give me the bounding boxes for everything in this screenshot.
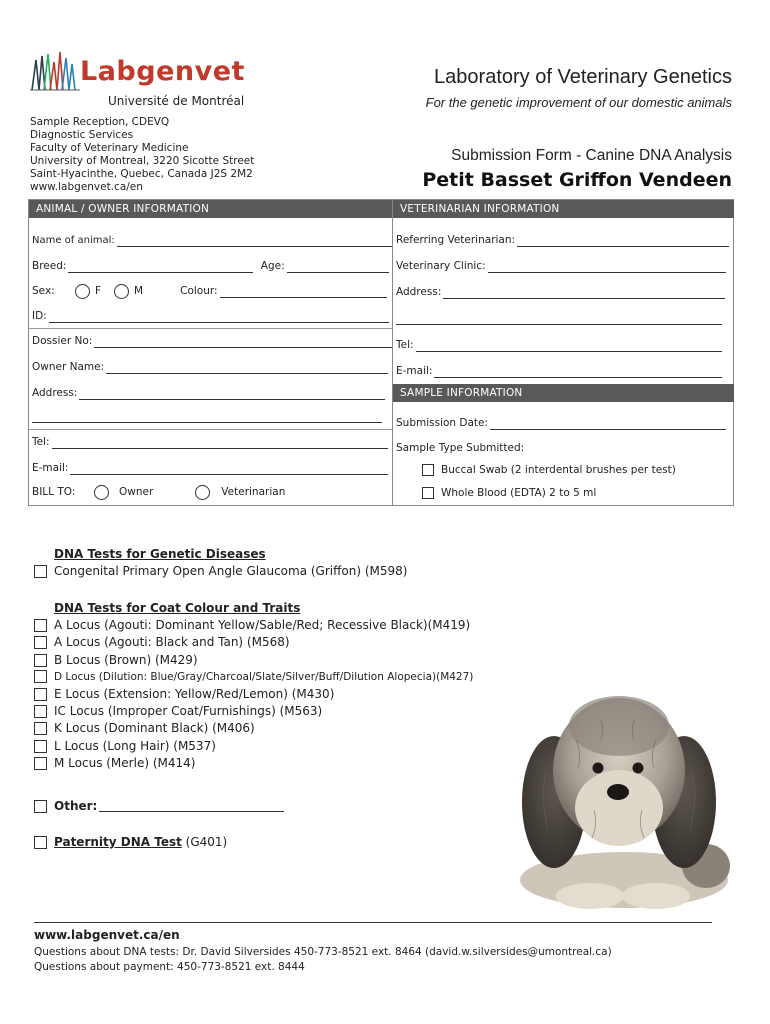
test-label: A Locus (Agouti: Black and Tan) (M568) <box>54 635 290 650</box>
colour-label: Colour: <box>180 285 218 297</box>
logo-university: Université de Montréal <box>108 94 245 108</box>
vet-email-label: E-mail: <box>396 365 433 377</box>
test-label: M Locus (Merle) (M414) <box>54 755 196 770</box>
sex-m-radio[interactable] <box>114 284 129 299</box>
coat-colour-section <box>34 600 473 772</box>
test-item <box>34 617 473 634</box>
genetic-diseases-heading: DNA Tests for Genetic Diseases <box>54 547 266 561</box>
sample-header: SAMPLE INFORMATION <box>393 384 734 402</box>
bill-owner-label: Owner <box>119 486 154 498</box>
vet-clinic-row <box>393 254 734 278</box>
veterinarian-header: VETERINARIAN INFORMATION <box>393 200 734 218</box>
test-item <box>34 738 473 755</box>
vet-address-label: Address: <box>396 286 442 298</box>
test-checkbox[interactable] <box>34 654 47 667</box>
vet-tel-row <box>393 333 734 357</box>
test-item <box>34 669 473 686</box>
test-checkbox[interactable] <box>34 757 47 770</box>
lab-title: Laboratory of Veterinary Genetics <box>434 66 732 88</box>
test-checkbox[interactable] <box>34 722 47 735</box>
owner-tel-row <box>29 430 392 454</box>
name-of-animal-row <box>29 228 392 252</box>
sample-type-row <box>393 436 734 460</box>
breed-label: Breed: <box>32 260 67 272</box>
submission-form-box <box>28 199 734 506</box>
dna-peaks-icon <box>30 50 82 96</box>
test-checkbox[interactable] <box>34 705 47 718</box>
submission-date-field[interactable] <box>490 416 726 430</box>
buccal-swab-row <box>393 458 734 482</box>
other-section <box>34 798 284 815</box>
sex-f-label: F <box>95 285 102 297</box>
address-line: Faculty of Veterinary Medicine <box>30 142 189 154</box>
vet-clinic-field[interactable] <box>488 259 726 273</box>
test-label: D Locus (Dilution: Blue/Gray/Charcoal/Slate/Silver/Buff/Dilution Alopecia)(M427) <box>54 670 474 683</box>
test-item <box>34 703 473 720</box>
test-item <box>34 720 473 737</box>
dossier-field[interactable] <box>94 334 392 348</box>
name-of-animal-label: Name of animal: <box>32 235 115 246</box>
genetic-diseases-section <box>34 546 407 580</box>
referring-vet-row <box>393 228 734 252</box>
other-field[interactable] <box>99 801 284 812</box>
owner-tel-label: Tel: <box>32 436 50 448</box>
lab-tagline: For the genetic improvement of our domestic animals <box>425 95 732 110</box>
test-item <box>34 634 473 651</box>
owner-tel-field[interactable] <box>52 435 388 449</box>
labgenvet-logo <box>30 48 250 110</box>
vet-clinic-label: Veterinary Clinic: <box>396 260 486 272</box>
vet-tel-field[interactable] <box>416 338 722 352</box>
owner-address-line2-row <box>29 404 392 428</box>
footer-dna-questions: Questions about DNA tests: Dr. David Silversides 450-773-8521 ext. 8464 (david.w.silversides@umontreal.ca) <box>34 946 612 958</box>
reception-address <box>30 116 254 194</box>
form-subtitle: Submission Form - Canine DNA Analysis <box>451 147 732 164</box>
whole-blood-row <box>393 481 734 505</box>
buccal-swab-checkbox[interactable] <box>422 464 434 476</box>
vet-address-line2-field[interactable] <box>396 311 722 325</box>
submission-date-label: Submission Date: <box>396 417 489 429</box>
address-line: Sample Reception, CDEVQ <box>30 116 170 128</box>
dossier-label: Dossier No: <box>32 335 93 347</box>
owner-email-row <box>29 456 392 480</box>
owner-address-label: Address: <box>32 387 78 399</box>
test-checkbox[interactable] <box>34 565 47 578</box>
sex-f-radio[interactable] <box>75 284 90 299</box>
paternity-section <box>34 834 227 851</box>
name-of-animal-field[interactable] <box>117 233 392 247</box>
footer-website-link[interactable]: www.labgenvet.ca/en <box>34 928 180 942</box>
id-field[interactable] <box>49 309 389 323</box>
test-label: Congenital Primary Open Angle Glaucoma (Griffon) (M598) <box>54 564 408 579</box>
animal-owner-header: ANIMAL / OWNER INFORMATION <box>29 200 392 218</box>
bill-to-row <box>29 480 392 504</box>
paternity-item <box>34 834 227 851</box>
id-row <box>29 304 392 328</box>
sex-colour-row <box>29 279 392 303</box>
test-checkbox[interactable] <box>34 670 47 683</box>
owner-address-row <box>29 381 392 405</box>
test-checkbox[interactable] <box>34 636 47 649</box>
test-checkbox[interactable] <box>34 688 47 701</box>
bill-vet-label: Veterinarian <box>221 486 286 498</box>
referring-vet-field[interactable] <box>517 233 729 247</box>
owner-email-field[interactable] <box>70 461 388 475</box>
test-label: L Locus (Long Hair) (M537) <box>54 738 216 753</box>
address-line: Saint-Hyacinthe, Quebec, Canada J2S 2M2 <box>30 168 253 180</box>
test-label: E Locus (Extension: Yellow/Red/Lemon) (M430) <box>54 686 335 701</box>
sample-type-label: Sample Type Submitted: <box>396 442 525 454</box>
address-website[interactable]: www.labgenvet.ca/en <box>30 181 143 193</box>
test-checkbox[interactable] <box>34 619 47 632</box>
test-item <box>34 755 473 772</box>
breed-age-row <box>29 254 392 278</box>
animal-owner-section <box>29 200 393 505</box>
owner-name-label: Owner Name: <box>32 361 105 373</box>
vet-address-row <box>393 280 734 304</box>
test-item <box>34 563 407 580</box>
whole-blood-label: Whole Blood (EDTA) 2 to 5 ml <box>441 487 597 499</box>
owner-email-label: E-mail: <box>32 462 69 474</box>
vet-email-field[interactable] <box>434 364 722 378</box>
footer-rule <box>34 922 712 923</box>
breed-field[interactable] <box>68 259 253 273</box>
other-item <box>34 798 284 815</box>
referring-vet-label: Referring Veterinarian: <box>396 234 516 246</box>
sex-label: Sex: <box>32 285 55 297</box>
sex-m-label: M <box>134 285 144 297</box>
test-label: IC Locus (Improper Coat/Furnishings) (M563) <box>54 704 323 719</box>
buccal-swab-label: Buccal Swab (2 interdental brushes per test) <box>441 464 676 476</box>
age-field[interactable] <box>287 259 389 273</box>
other-label: Other: <box>54 799 98 813</box>
whole-blood-checkbox[interactable] <box>422 487 434 499</box>
coat-colour-heading: DNA Tests for Coat Colour and Traits <box>54 601 301 615</box>
test-label: K Locus (Dominant Black) (M406) <box>54 721 255 736</box>
bill-to-label: BILL TO: <box>32 486 76 498</box>
logo-wordmark: Labgenvet <box>80 56 245 87</box>
paternity-checkbox[interactable] <box>34 836 47 849</box>
other-checkbox[interactable] <box>34 800 47 813</box>
footer <box>34 928 612 975</box>
form-title: Petit Basset Griffon Vendeen <box>422 169 732 191</box>
footer-payment-questions: Questions about payment: 450-773-8521 ext. 8444 <box>34 961 305 973</box>
griffon-dog-photo <box>506 690 736 912</box>
test-item <box>34 686 473 703</box>
vet-email-row <box>393 359 734 383</box>
bill-vet-radio[interactable] <box>195 485 210 500</box>
owner-address-field[interactable] <box>79 386 385 400</box>
owner-address-line2-field[interactable] <box>32 409 382 423</box>
vet-address-line2-row <box>393 306 734 330</box>
colour-field[interactable] <box>220 284 387 298</box>
address-line: Diagnostic Services <box>30 129 134 141</box>
address-line: University of Montreal, 3220 Sicotte Street <box>30 155 255 167</box>
vet-tel-label: Tel: <box>396 339 414 351</box>
test-label: B Locus (Brown) (M429) <box>54 652 198 667</box>
test-label: A Locus (Agouti: Dominant Yellow/Sable/Red; Recessive Black)(M419) <box>54 618 471 633</box>
owner-name-row <box>29 355 392 379</box>
paternity-label: Paternity DNA Test <box>54 835 182 849</box>
paternity-code: (G401) <box>185 835 228 849</box>
veterinarian-section <box>393 200 734 505</box>
bill-owner-radio[interactable] <box>94 485 109 500</box>
test-item <box>34 652 473 669</box>
submission-date-row <box>393 411 734 435</box>
vet-address-field[interactable] <box>443 285 725 299</box>
age-label: Age: <box>260 260 285 272</box>
dossier-row <box>29 329 392 353</box>
id-label: ID: <box>32 310 47 322</box>
test-checkbox[interactable] <box>34 740 47 753</box>
owner-name-field[interactable] <box>106 360 388 374</box>
